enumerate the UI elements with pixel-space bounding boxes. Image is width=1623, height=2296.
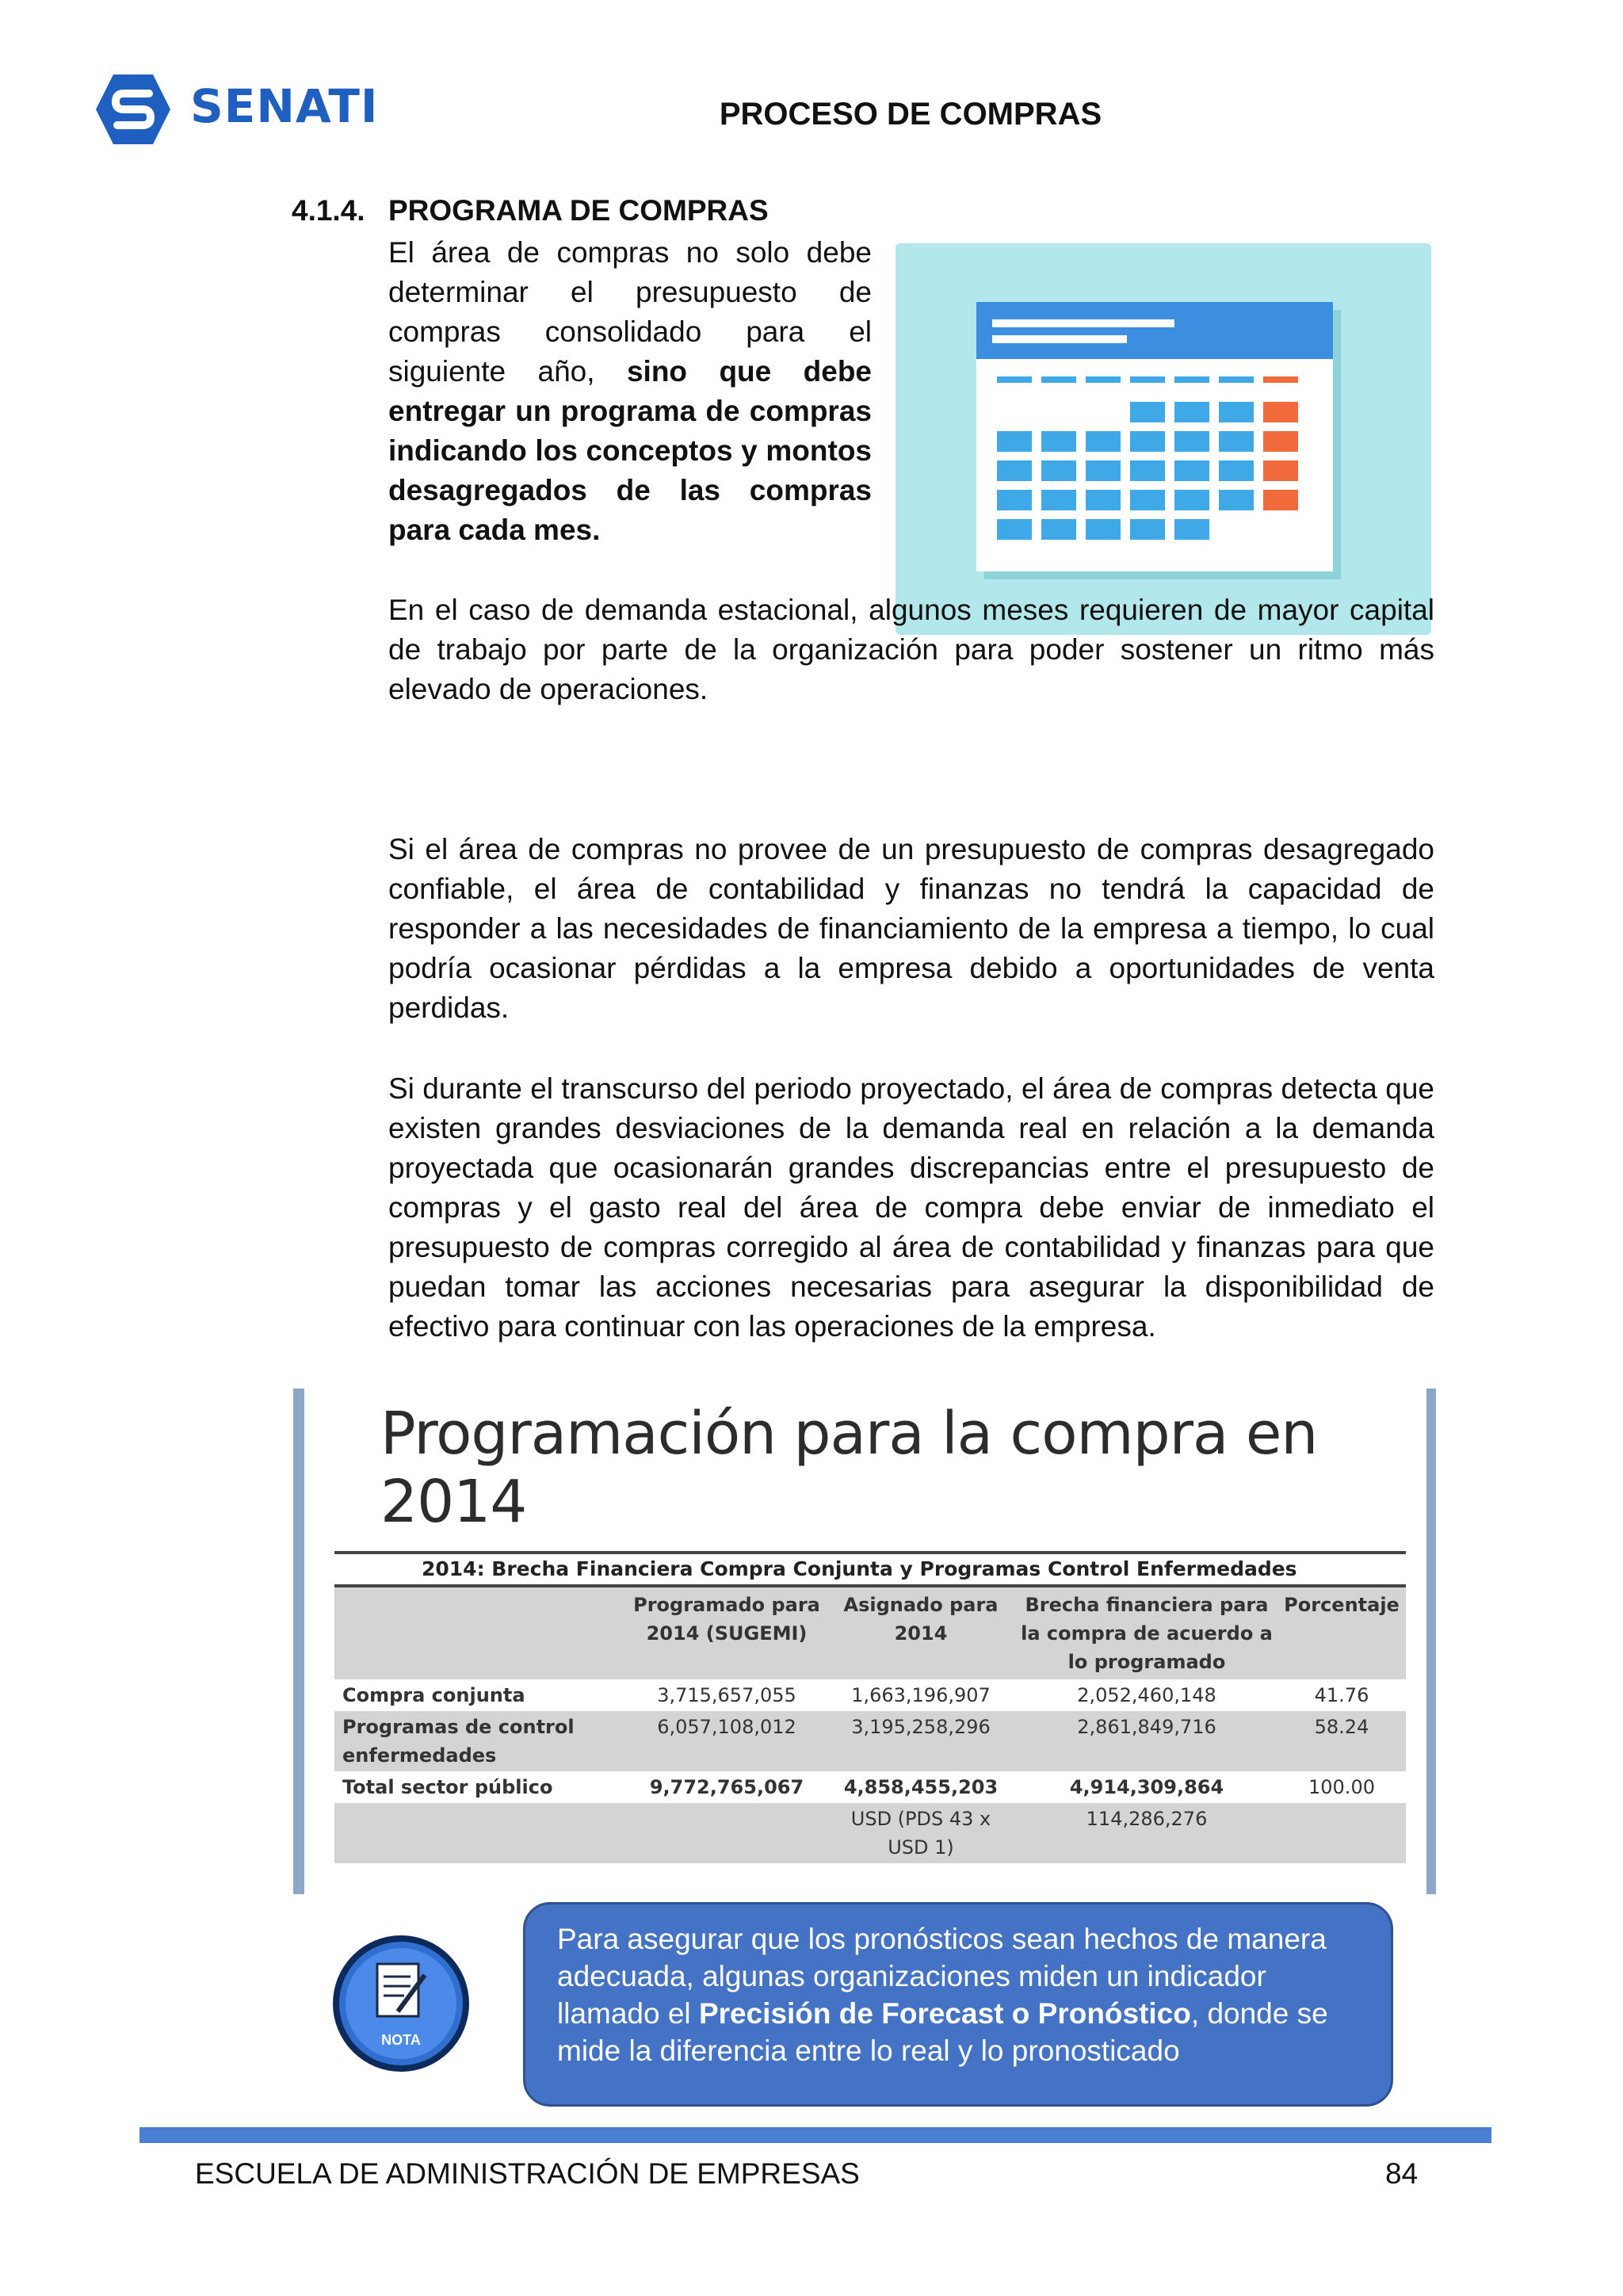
calendar-day-cell [997,519,1032,540]
calendar-day-cell [1174,460,1209,481]
table-header-cell: Programado para 2014 (SUGEMI) [628,1587,826,1679]
table-row [334,1679,1406,1711]
table-cell [1277,1803,1406,1863]
footer-school-name: ESCUELA DE ADMINISTRACIÓN DE EMPRESAS [195,2157,860,2190]
page-number: 84 [1385,2157,1419,2190]
table-header-row [334,1587,1406,1679]
table-cell: Programas de control enfermedades [334,1711,628,1771]
logo-wordmark: SENATI [190,79,379,133]
calendar-day-cell [1263,460,1298,481]
calendar-day-cell [1086,431,1121,452]
calendar-day-cell [1263,402,1298,422]
calendar-day-cell [1263,431,1298,452]
footer-rule [139,2127,1491,2143]
table-cell: 1,663,196,907 [851,1684,991,1706]
note-callout [523,1902,1393,2107]
purchase-table-figure [293,1389,1436,1894]
calendar-day-cell [1174,431,1209,452]
calendar-day-cell [1041,431,1076,452]
calendar-icon [896,243,1431,635]
calendar-day-cell [997,431,1032,452]
calendar-day-cell [1219,431,1254,452]
table-cell: 6,057,108,012 [628,1711,826,1771]
calendar-day-cell [997,460,1032,481]
calendar-weekday-mark [1041,376,1076,383]
table-header-cell: Porcentaje [1277,1587,1406,1679]
note-text-bold: Precisión de Forecast o Pronóstico [698,1997,1191,2030]
calendar-day-cell [1130,431,1165,452]
calendar-weekday-mark [1086,376,1121,383]
calendar-weekday-mark [997,376,1032,383]
calendar-day-cell [997,490,1032,510]
paragraph-demanda-estacional: En el caso de demanda estacional, algunos meses requieren de mayor capital de trabajo por parte de la organización para poder sostener un ritmo más elevado de operaciones. [388,594,1434,705]
table-header-cell [334,1587,628,1679]
table-cell: 2,861,849,716 [1016,1711,1277,1771]
calendar-day-cell [1263,490,1298,510]
table-cell: 9,772,765,067 [649,1776,804,1798]
calendar-day-cell [1086,460,1121,481]
table-cell [334,1803,628,1863]
document-title: PROCESO DE COMPRAS [719,97,1102,132]
calendar-weekday-mark [1263,376,1298,383]
table-header-cell: Brecha financiera para la compra de acuerdo a lo programado [1016,1587,1277,1679]
note-document-icon [331,1934,471,2073]
note-text-end: , donde se mide la diferencia entre lo real y lo pronosticado [557,1997,1328,2067]
table-cell: USD (PDS 43 x USD 1) [826,1803,1016,1863]
table-cell: 4,858,455,203 [843,1776,999,1798]
table-cell: 114,286,276 [1016,1803,1277,1863]
section-number: 4.1.4. [292,194,365,227]
note-icon-label: NOTA [381,2032,421,2048]
paragraph-programa [388,233,872,550]
calendar-weekday-mark [1130,376,1165,383]
calendar-day-cell [1041,460,1076,481]
figure-left-border [293,1389,304,1894]
calendar-day-cell [1174,519,1209,540]
calendar-day-cell [1130,402,1165,422]
paragraph-programa-bold: sino que debe entregar un programa de compras indicando los conceptos y montos desagregados de las compras para cada mes. [388,355,872,546]
table-cell: 58.24 [1277,1711,1406,1771]
table-cell: Compra conjunta [342,1684,525,1706]
table-cell: 2,052,460,148 [1077,1684,1216,1706]
table-cell: 3,195,258,296 [826,1711,1016,1771]
paragraph-desviaciones: Si durante el transcurso del periodo proyectado, el área de compras detecta que existen grandes desviaciones de la demanda real en relación a la demanda proyectada que ocasionarán grandes discrepancias entre el presupuesto de compras y el gasto real del área de compra debe enviar de inmediato el presupuesto de compras corregido al área de contabilidad y finanzas para que puedan tomar las acciones necesarias para asegurar la disponibilidad de efectivo para continuar con las operaciones de la empresa. [388,1072,1434,1343]
table-cell: 100.00 [1308,1776,1375,1798]
calendar-weekday-mark [1174,376,1209,383]
calendar-day-cell [1130,460,1165,481]
calendar-day-cell [1041,519,1076,540]
table-row [334,1803,1406,1863]
calendar-day-cell [1174,402,1209,422]
purchase-table-grid [334,1587,1406,1863]
table-cell: 41.76 [1314,1684,1369,1706]
note-icon [331,1934,471,2073]
calendar-day-cell [1130,490,1165,510]
calendar-day-cell [1219,402,1254,422]
section-title: PROGRAMA DE COMPRAS [388,194,769,227]
calendar-day-cell [1130,519,1165,540]
purchase-table [334,1551,1406,1863]
calendar-day-cell [1086,490,1121,510]
calendar-day-cell [1041,490,1076,510]
paragraph-programa-normal: El área de compras no solo debe determinar el presupuesto de compras consolidado para el siguiente año, [388,236,872,388]
table-cell [628,1803,826,1863]
calendar-weekday-mark [1219,376,1254,383]
calendar-day-cell [1086,519,1121,540]
figure-title: Programación para la compra en 2014 [380,1400,1318,1536]
table-row [334,1771,1406,1803]
calendar-day-cell [1219,490,1254,510]
table-caption: 2014: Brecha Financiera Compra Conjunta y Programas Control Enfermedades [422,1557,1297,1580]
calendar-illustration [896,243,1431,635]
table-header-cell: Asignado para 2014 [826,1587,1016,1679]
table-cell: 3,715,657,055 [657,1684,796,1706]
table-cell: Total sector público [342,1776,553,1798]
calendar-day-cell [1219,460,1254,481]
table-row [334,1711,1406,1771]
note-text-start: Para asegurar que los pronósticos sean hechos de manera adecuada, algunas organizaciones miden un indicador llamado el [557,1923,1327,2030]
paragraph-presupuesto-confiable: Si el área de compras no provee de un presupuesto de compras desagregado confiable, el área de contabilidad y finanzas no tendrá la capacidad de responder a las necesidades de financiamiento de la empresa a tiempo, lo cual podría ocasionar pérdidas a la empresa debido a oportunidades de venta perdidas. [388,833,1434,1024]
table-cell: 4,914,309,864 [1069,1776,1224,1798]
calendar-day-cell [1174,490,1209,510]
